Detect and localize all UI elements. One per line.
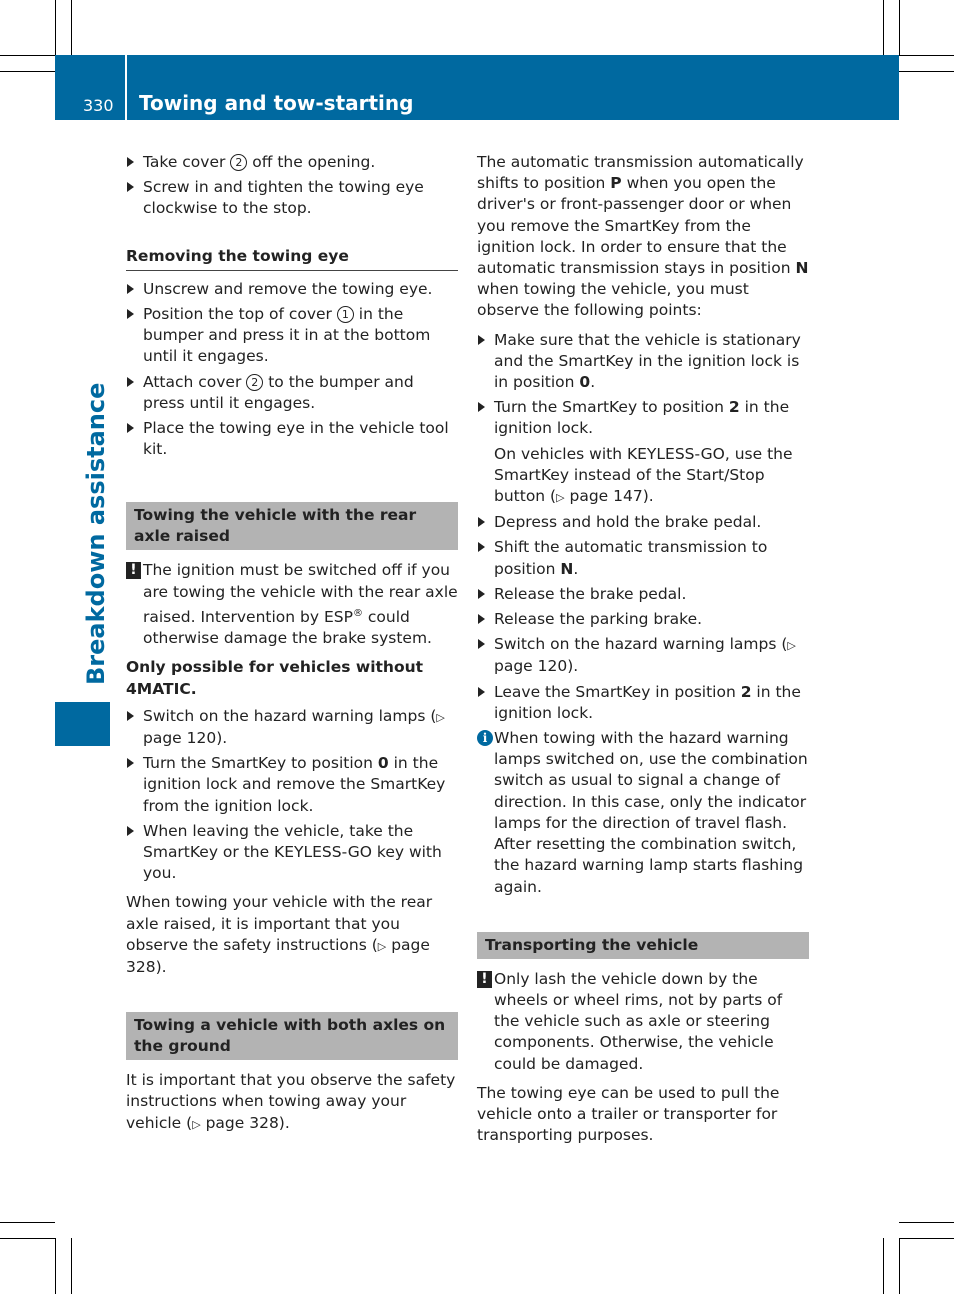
crop-mark xyxy=(0,71,55,72)
list-item: Place the towing eye in the vehicle tool kit. xyxy=(126,418,458,460)
list-item: Position the top of cover 1 in the bumper and press it in at the bottom until it engages. xyxy=(126,304,458,368)
arrow-icon xyxy=(478,517,485,527)
arrow-icon xyxy=(127,157,134,167)
crop-mark xyxy=(0,1222,55,1223)
page-ref-icon: ▷ xyxy=(377,939,387,953)
crop-mark xyxy=(899,1238,954,1239)
page-ref-icon: ▷ xyxy=(192,1117,201,1131)
list-item: Switch on the hazard warning lamps (▷ page 120). xyxy=(126,706,458,749)
arrow-icon xyxy=(127,423,134,433)
warning-note: ! Only lash the vehicle down by the wheels or wheel rims, not by parts of the vehicle such as axle or steering components. Otherwise, the vehicle could be damaged. xyxy=(477,969,809,1075)
side-tab xyxy=(55,120,110,700)
list-item: Unscrew and remove the towing eye. xyxy=(126,279,458,300)
crop-mark xyxy=(71,0,72,55)
arrow-icon xyxy=(478,335,485,345)
callout-number-icon: 2 xyxy=(246,374,263,391)
crop-mark xyxy=(55,1238,56,1294)
section-tab-label: Breakdown assistance xyxy=(82,382,110,685)
chapter-title: Towing and tow-starting xyxy=(139,91,414,115)
crop-mark xyxy=(899,1238,900,1294)
page-ref-icon: ▷ xyxy=(436,710,445,724)
warning-note: ! The ignition must be switched off if you are towing the vehicle with the rear axle raised. Intervention by ESP® could otherwise damage the brake system. xyxy=(126,560,458,649)
crop-mark xyxy=(883,0,884,55)
arrow-icon xyxy=(478,687,485,697)
list-item: Attach cover 2 to the bumper and press until it engages. xyxy=(126,372,458,414)
list-item: Screw in and tighten the towing eye clockwise to the stop. xyxy=(126,177,458,219)
arrow-icon xyxy=(478,614,485,624)
callout-number-icon: 1 xyxy=(337,306,354,323)
arrow-icon xyxy=(127,284,134,294)
section-heading: Transporting the vehicle xyxy=(477,932,809,959)
arrow-icon xyxy=(478,542,485,552)
info-note: i When towing with the hazard warning lamps switched on, use the combination switch as usual to signal a change of direction. In this case, only the indicator lamps for the direction of travel flash. After resetting the combination switch, the hazard warning lamp starts flashing again. xyxy=(477,728,809,898)
crop-mark xyxy=(899,1222,954,1223)
warning-icon: ! xyxy=(477,971,492,988)
crop-mark xyxy=(899,55,954,56)
list-item: Make sure that the vehicle is stationary and the SmartKey in the ignition lock is in position 0. xyxy=(477,330,809,394)
header-divider xyxy=(125,55,127,120)
crop-mark xyxy=(883,1238,884,1294)
paragraph: The automatic transmission automatically shifts to position P when you open the driver's or front-passenger door or when you remove the SmartKey from the ignition lock. In order to ensure that the automatic transmission stays in position N when towing the vehicle, you must observe the following points: xyxy=(477,153,809,320)
warning-icon: ! xyxy=(126,562,141,579)
arrow-icon xyxy=(127,377,134,387)
page-ref-icon: ▷ xyxy=(556,491,565,505)
condition-note: Only possible for vehicles without 4MATIC. xyxy=(126,658,424,698)
crop-mark xyxy=(0,55,55,56)
list-item: Shift the automatic transmission to position N. xyxy=(477,537,809,579)
arrow-icon xyxy=(127,711,134,721)
left-column xyxy=(126,152,458,1143)
arrow-icon xyxy=(127,309,134,319)
crop-mark xyxy=(55,0,56,55)
callout-number-icon: 2 xyxy=(230,154,247,171)
list-item: Depress and hold the brake pedal. xyxy=(477,512,809,533)
right-column xyxy=(477,152,809,1154)
arrow-icon xyxy=(478,589,485,599)
info-icon: i xyxy=(477,730,493,746)
arrow-icon xyxy=(127,826,134,836)
crop-mark xyxy=(0,1238,55,1239)
page-header xyxy=(55,55,899,120)
paragraph: It is important that you observe the safety instructions when towing away your vehicle (▷ page 328). xyxy=(126,1071,456,1132)
list-item: When leaving the vehicle, take the SmartKey or the KEYLESS-GO key with you. xyxy=(126,821,458,885)
section-heading: Towing a vehicle with both axles on the ground xyxy=(126,1012,458,1060)
list-item: Leave the SmartKey in position 2 in the ignition lock. xyxy=(477,682,809,724)
list-item: Switch on the hazard warning lamps (▷ page 120). xyxy=(477,634,809,677)
page-ref-icon: ▷ xyxy=(787,639,796,653)
paragraph: The towing eye can be used to pull the vehicle onto a trailer or transporter for transporting purposes. xyxy=(477,1083,780,1145)
side-tab-marker xyxy=(55,702,110,746)
crop-mark xyxy=(899,71,954,72)
list-item: Turn the SmartKey to position 2 in the ignition lock. xyxy=(477,397,809,439)
list-item: Release the parking brake. xyxy=(477,609,809,630)
crop-mark xyxy=(899,0,900,55)
page-number: 330 xyxy=(83,96,114,115)
list-item: Turn the SmartKey to position 0 in the ignition lock and remove the SmartKey from the ignition lock. xyxy=(126,753,458,817)
arrow-icon xyxy=(478,639,485,649)
arrow-icon xyxy=(478,402,485,412)
crop-mark xyxy=(71,1238,72,1294)
arrow-icon xyxy=(127,758,134,768)
list-item: Release the brake pedal. xyxy=(477,584,809,605)
subheading: Removing the towing eye xyxy=(126,246,458,271)
paragraph: When towing your vehicle with the rear axle raised, it is important that you observe the safety instructions (▷ page 328). xyxy=(126,893,433,977)
arrow-icon xyxy=(127,182,134,192)
section-heading: Towing the vehicle with the rear axle raised xyxy=(126,502,458,550)
list-item-note: On vehicles with KEYLESS-GO, use the SmartKey instead of the Start/Stop button (▷ page 147). xyxy=(494,444,793,506)
list-item: Take cover 2 off the opening. xyxy=(126,152,458,173)
